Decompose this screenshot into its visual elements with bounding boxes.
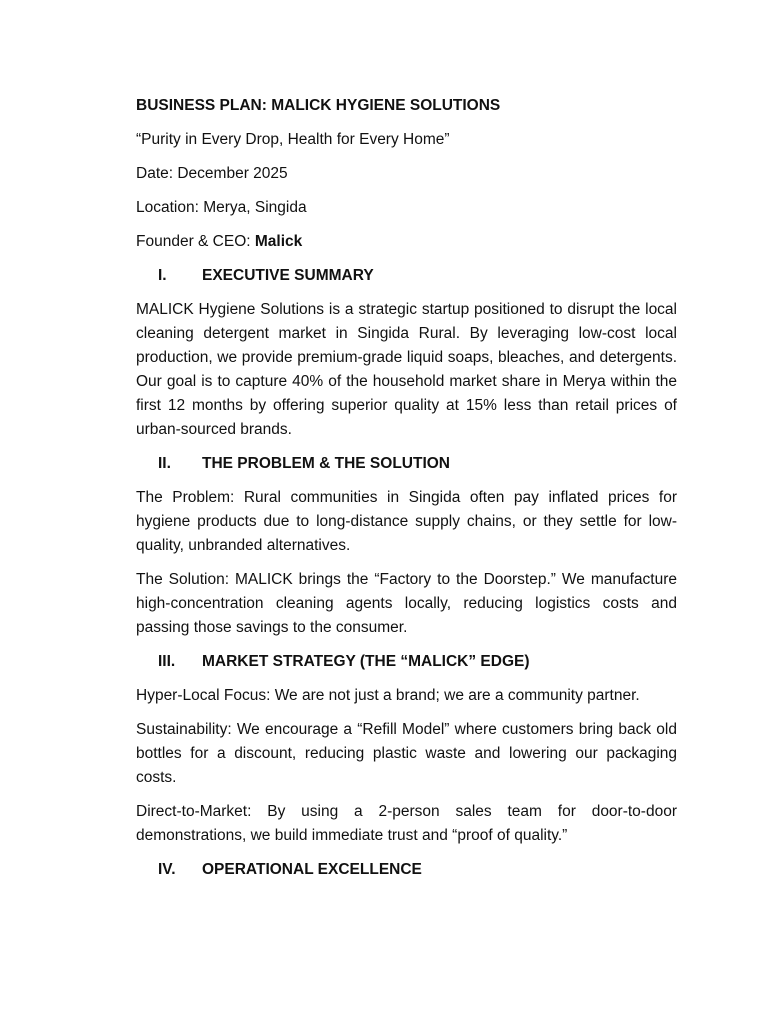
document-page <box>136 94 677 892</box>
section-heading <box>136 264 677 288</box>
founder-line <box>136 230 677 254</box>
section-number: II. <box>158 455 171 472</box>
section-title: MARKET STRATEGY (THE “MALICK” EDGE) <box>202 653 530 670</box>
location-line: Location: Merya, Singida <box>136 199 307 216</box>
section-heading <box>136 650 677 674</box>
document-title: BUSINESS PLAN: MALICK HYGIENE SOLUTIONS <box>136 97 501 114</box>
paragraph: The Solution: MALICK brings the “Factory to the Doorstep.” We manufacture high-concentration cleaning agents locally, reducing logistics costs and passing those savings to the consumer. <box>136 571 677 636</box>
section-title: THE PROBLEM & THE SOLUTION <box>202 455 450 472</box>
paragraph: Hyper-Local Focus: We are not just a brand; we are a community partner. <box>136 687 640 704</box>
section-number: III. <box>158 653 176 670</box>
date-line: Date: December 2025 <box>136 165 288 182</box>
section-number: I. <box>158 267 167 284</box>
section-title: OPERATIONAL EXCELLENCE <box>202 861 422 878</box>
section-heading <box>136 452 677 476</box>
section-number: IV. <box>158 861 176 878</box>
paragraph: The Problem: Rural communities in Singida often pay inflated prices for hygiene products due to long-distance supply chains, or they settle for low-quality, unbranded alternatives. <box>136 489 677 554</box>
founder-name: Malick <box>254 233 303 250</box>
paragraph: MALICK Hygiene Solutions is a strategic startup positioned to disrupt the local cleaning detergent market in Singida Rural. By leveraging low-cost local production, we provide premium-grade liquid soaps, bleaches, and detergents. Our goal is to capture 40% of the household market share in Merya within the first 12 months by offering superior quality at 15% less than retail prices of urban-sourced brands. <box>136 301 677 438</box>
section-title: EXECUTIVE SUMMARY <box>202 267 374 284</box>
paragraph: Direct-to-Market: By using a 2-person sales team for door-to-door demonstrations, we build immediate trust and “proof of quality.” <box>136 803 677 844</box>
tagline: “Purity in Every Drop, Health for Every Home” <box>136 131 450 148</box>
founder-label: Founder & CEO: <box>136 233 255 250</box>
paragraph: Sustainability: We encourage a “Refill Model” where customers bring back old bottles for a discount, reducing plastic waste and lowering our packaging costs. <box>136 721 677 786</box>
section-heading <box>136 858 677 882</box>
